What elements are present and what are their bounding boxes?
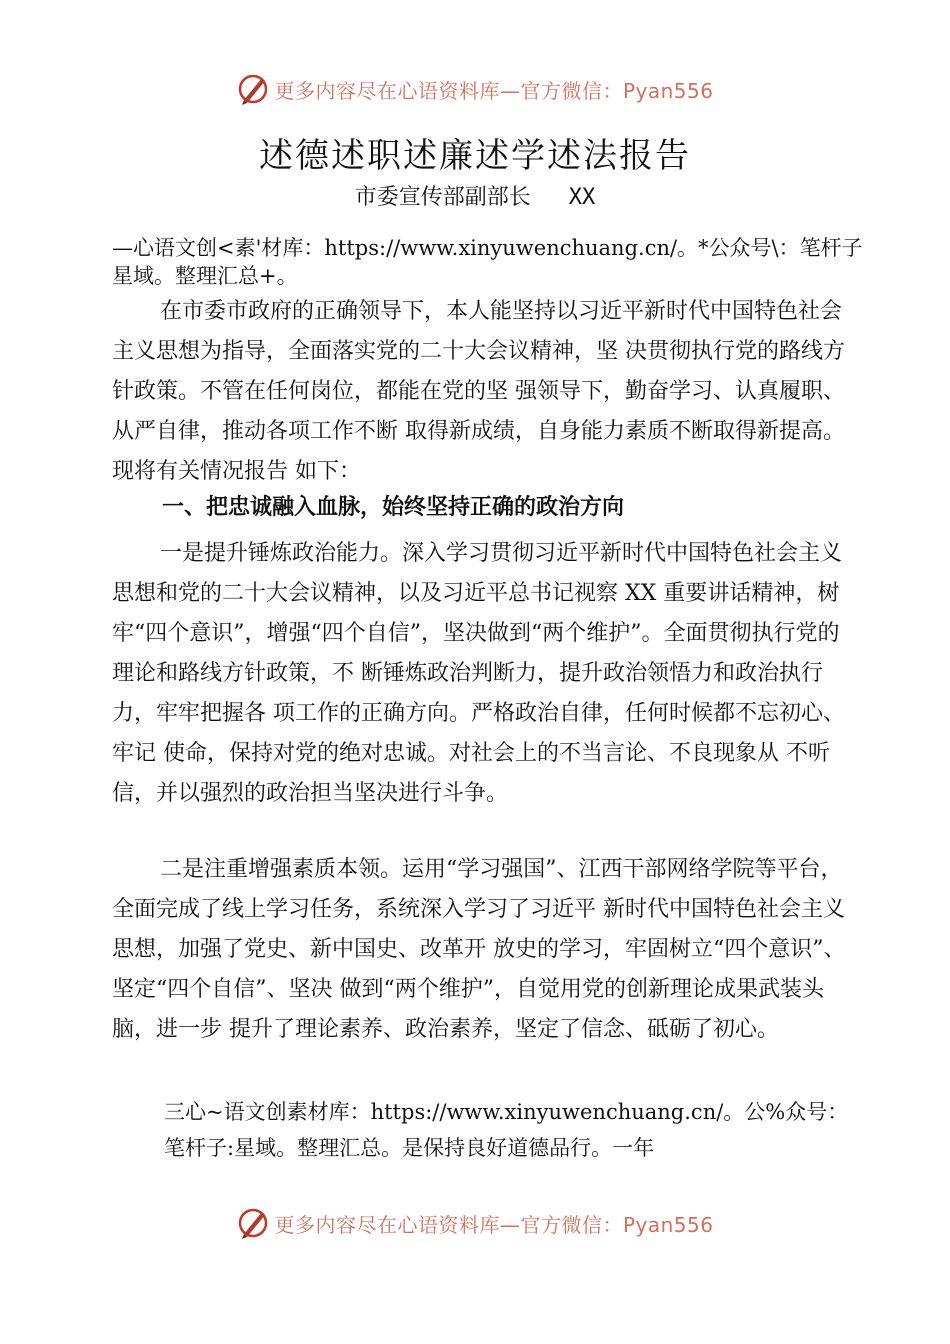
intro-paragraph: 在市委市政府的正确领导下，本人能坚持以习近平新时代中国特色社会主义思想为指导，全面落实党的二十大会议精神，坚 决贯彻执行党的路线方针政策。不管在任何岗位，都能在党的坚 强领导下，勤奋学习、认真履职、从严自律，推动各项工作不断 取得新成绩，自身能力素质不断取得新提高。现将有关情况报告 如下：: [112, 299, 845, 484]
banner-text: 更多内容尽在心语资料库—官方微信：Pyan556: [274, 1212, 714, 1237]
author-role: 市委宣传部副部长: [354, 185, 531, 210]
banner-text: 更多内容尽在心语资料库—官方微信：Pyan556: [274, 78, 714, 103]
body-paragraph: 三心~语文创素材库：https://www.xinyuwenchuang.cn/。公%众号：笔杆子:星域。整理汇总。是保持良好道德品行。一年: [164, 1100, 849, 1160]
body-paragraph: 一是提升锤炼政治能力。深入学习贯彻习近平新时代中国特色社会主义思想和党的二十大会议精神，以及习近平总书记视察 XX 重要讲话精神，树牢“四个意识”，增强“四个自信”，坚决做到“两个维护”。全面贯彻执行党的理论和路线方针政策，不 断锤炼政治判断力，提升政治领悟力和政治执行力，牢牢把握各 项工作的正确方向。严格政治自律，任何时候都不忘初心、牢记 使命，保持对党的绝对忠诚。对社会上的不当言论、不良现象从 不听信，并以强烈的政治担当坚决进行斗争。: [112, 541, 845, 806]
footer-banner: [0, 1206, 950, 1240]
document-title: 述德述职述廉述学述法报告: [259, 136, 691, 176]
author-name: XX: [568, 185, 596, 210]
pen-logo-icon: [236, 72, 270, 106]
header-banner: [0, 72, 950, 106]
body-paragraph: 二是注重增强素质本领。运用“学习强国”、江西干部网络学院等平台，全面完成了线上学习任务，系统深入学习了习近平 新时代中国特色社会主义思想，加强了党史、新中国史、改革开 放史的学习，牢固树立“四个意识”、坚定“四个自信”、坚决 做到“两个维护”，自觉用党的创新理论成果武装头脑，进一步 提升了理论素养、政治素养，坚定了信念、砥砺了初心。: [112, 857, 846, 1042]
document-subtitle: [0, 180, 950, 211]
watermark-text: —心语文创<素'材库：https://www.xinyuwenchuang.cn/。*公众号\：笔杆子星域。整理汇总+。: [112, 236, 863, 288]
pen-logo-icon: [236, 1206, 270, 1240]
section-heading: 一、把忠诚融入血脉，始终坚持正确的政治方向: [162, 495, 625, 520]
